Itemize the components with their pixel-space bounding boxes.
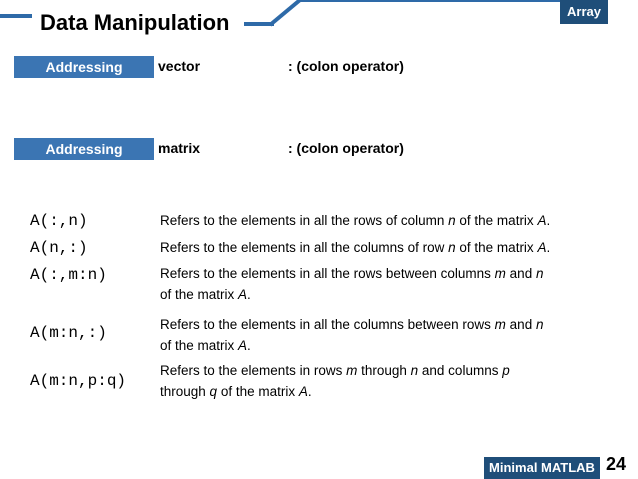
desc-text: . (307, 384, 312, 399)
math-variable: A (298, 384, 308, 399)
desc-text: . (247, 338, 251, 353)
math-variable: A (238, 287, 248, 302)
desc-text: through (160, 384, 210, 399)
desc-text: of the matrix (160, 338, 239, 353)
math-variable: m (494, 317, 506, 332)
code-row-1: A(:,n) (30, 212, 88, 230)
math-variable: q (209, 384, 218, 399)
math-variable: A (238, 338, 248, 353)
code-row-5: A(m:n,p:q) (30, 372, 127, 390)
code-row-4: A(m:n,:) (30, 324, 107, 342)
desc-text: and columns (418, 363, 503, 378)
desc-text: Refers to the elements in all the rows of column (160, 213, 449, 228)
addressing-matrix-operator: : (colon operator) (288, 140, 404, 156)
math-variable: p (502, 363, 510, 378)
math-variable: n (448, 213, 456, 228)
desc-text: . (546, 240, 551, 255)
desc-text: Refers to the elements in all the columns between rows (160, 317, 495, 332)
page-title: Data Manipulation (40, 10, 230, 35)
header-accent-line-top (300, 0, 560, 2)
desc-row-4 (160, 314, 543, 356)
desc-text: of the matrix (217, 384, 299, 399)
addressing-vector-operator: : (colon operator) (288, 58, 404, 74)
desc-row-1 (160, 210, 550, 231)
math-variable: n (535, 266, 544, 281)
desc-text: . (247, 287, 251, 302)
header-accent-diagonal (268, 0, 308, 28)
code-row-2: A(n,:) (30, 239, 88, 257)
code-row-3: A(:,m:n) (30, 266, 107, 284)
desc-text: through (357, 363, 411, 378)
math-variable: m (346, 363, 358, 378)
math-variable: m (494, 266, 506, 281)
desc-text: . (546, 213, 551, 228)
desc-text: of the matrix (160, 287, 239, 302)
desc-text: Refers to the elements in all the rows between columns (160, 266, 495, 281)
footer-badge: Minimal MATLAB (484, 457, 600, 479)
desc-text: and (505, 317, 536, 332)
desc-text: of the matrix (455, 240, 538, 255)
addressing-vector-label: Addressing (14, 56, 154, 78)
desc-text: of the matrix (455, 213, 538, 228)
page-number: 24 (606, 454, 627, 474)
math-variable: A (537, 213, 547, 228)
math-variable: n (448, 240, 456, 255)
addressing-vector-target: vector (158, 58, 201, 74)
desc-row-2 (160, 237, 550, 258)
math-variable: A (537, 240, 547, 255)
desc-text: Refers to the elements in all the columns of row (160, 240, 449, 255)
desc-row-3 (160, 263, 543, 305)
math-variable: n (410, 363, 419, 378)
math-variable: n (535, 317, 544, 332)
addressing-matrix-label: Addressing (14, 138, 154, 160)
desc-text: and (505, 266, 536, 281)
section-badge: Array (560, 0, 608, 24)
addressing-matrix-target: matrix (158, 140, 201, 156)
desc-row-5 (160, 360, 510, 402)
header-accent-line-left (0, 14, 32, 18)
desc-text: Refers to the elements in rows (160, 363, 347, 378)
